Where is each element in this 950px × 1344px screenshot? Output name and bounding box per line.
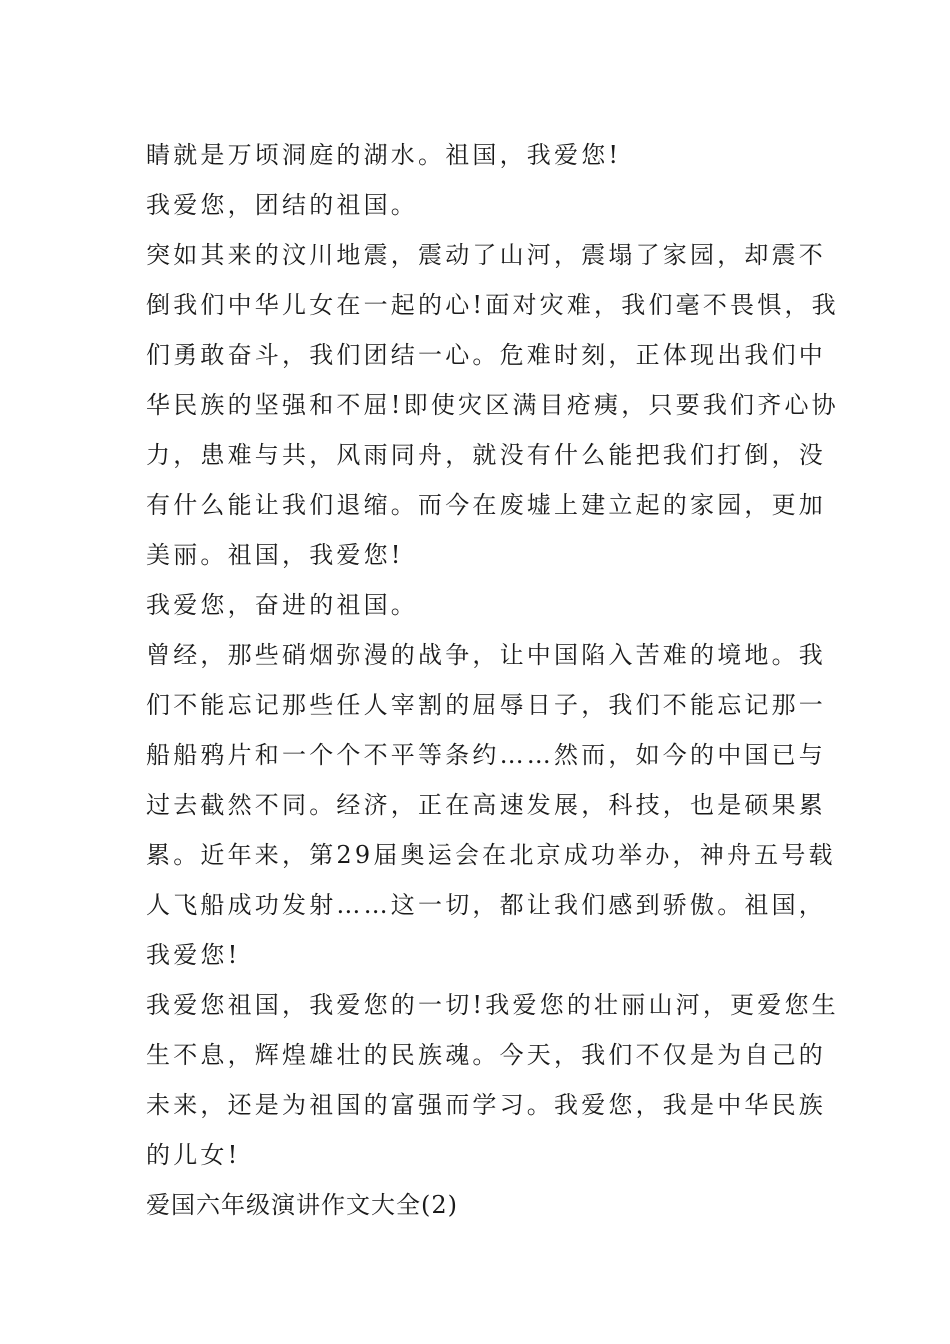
text-line: 我爱您，团结的祖国。: [146, 191, 418, 219]
text-line: 有什么能让我们退缩。而今在废墟上建立起的家园，更加: [146, 491, 826, 519]
text-line: 生不息，辉煌雄壮的民族魂。今天，我们不仅是为自己的: [146, 1041, 826, 1069]
text-line: 美丽。祖国，我爱您!: [146, 541, 404, 569]
section-heading: 爱国六年级演讲作文大全(2): [146, 1191, 458, 1219]
text-line: 倒我们中华儿女在一起的心!面对灾难，我们毫不畏惧，我: [146, 291, 839, 319]
text-line: 睛就是万顷洞庭的湖水。祖国，我爱您!: [146, 141, 622, 169]
text-line: 们不能忘记那些任人宰割的屈辱日子，我们不能忘记那一: [146, 691, 826, 719]
text-line: 过去截然不同。经济，正在高速发展，科技，也是硕果累: [146, 791, 826, 819]
text-line: 们勇敢奋斗，我们团结一心。危难时刻，正体现出我们中: [146, 341, 826, 369]
text-line: 华民族的坚强和不屈!即使灾区满目疮痍，只要我们齐心协: [146, 391, 839, 419]
text-line: 我爱您!: [146, 941, 241, 969]
text-line: 累。近年来，第29届奥运会在北京成功举办，神舟五号载: [146, 841, 836, 869]
text-line: 我爱您，奋进的祖国。: [146, 591, 418, 619]
text-line: 船船鸦片和一个个不平等条约……然而，如今的中国已与: [146, 741, 826, 769]
text-line: 突如其来的汶川地震，震动了山河，震塌了家园，却震不: [146, 241, 826, 269]
document-body: [146, 130, 839, 1230]
text-line: 的儿女!: [146, 1141, 241, 1169]
text-line: 未来，还是为祖国的富强而学习。我爱您，我是中华民族: [146, 1091, 826, 1119]
text-line: 力，患难与共，风雨同舟，就没有什么能把我们打倒，没: [146, 441, 826, 469]
text-line: 曾经，那些硝烟弥漫的战争，让中国陷入苦难的境地。我: [146, 641, 826, 669]
text-line: 我爱您祖国，我爱您的一切!我爱您的壮丽山河，更爱您生: [146, 991, 839, 1019]
text-line: 人飞船成功发射……这一切，都让我们感到骄傲。祖国，: [146, 891, 826, 919]
